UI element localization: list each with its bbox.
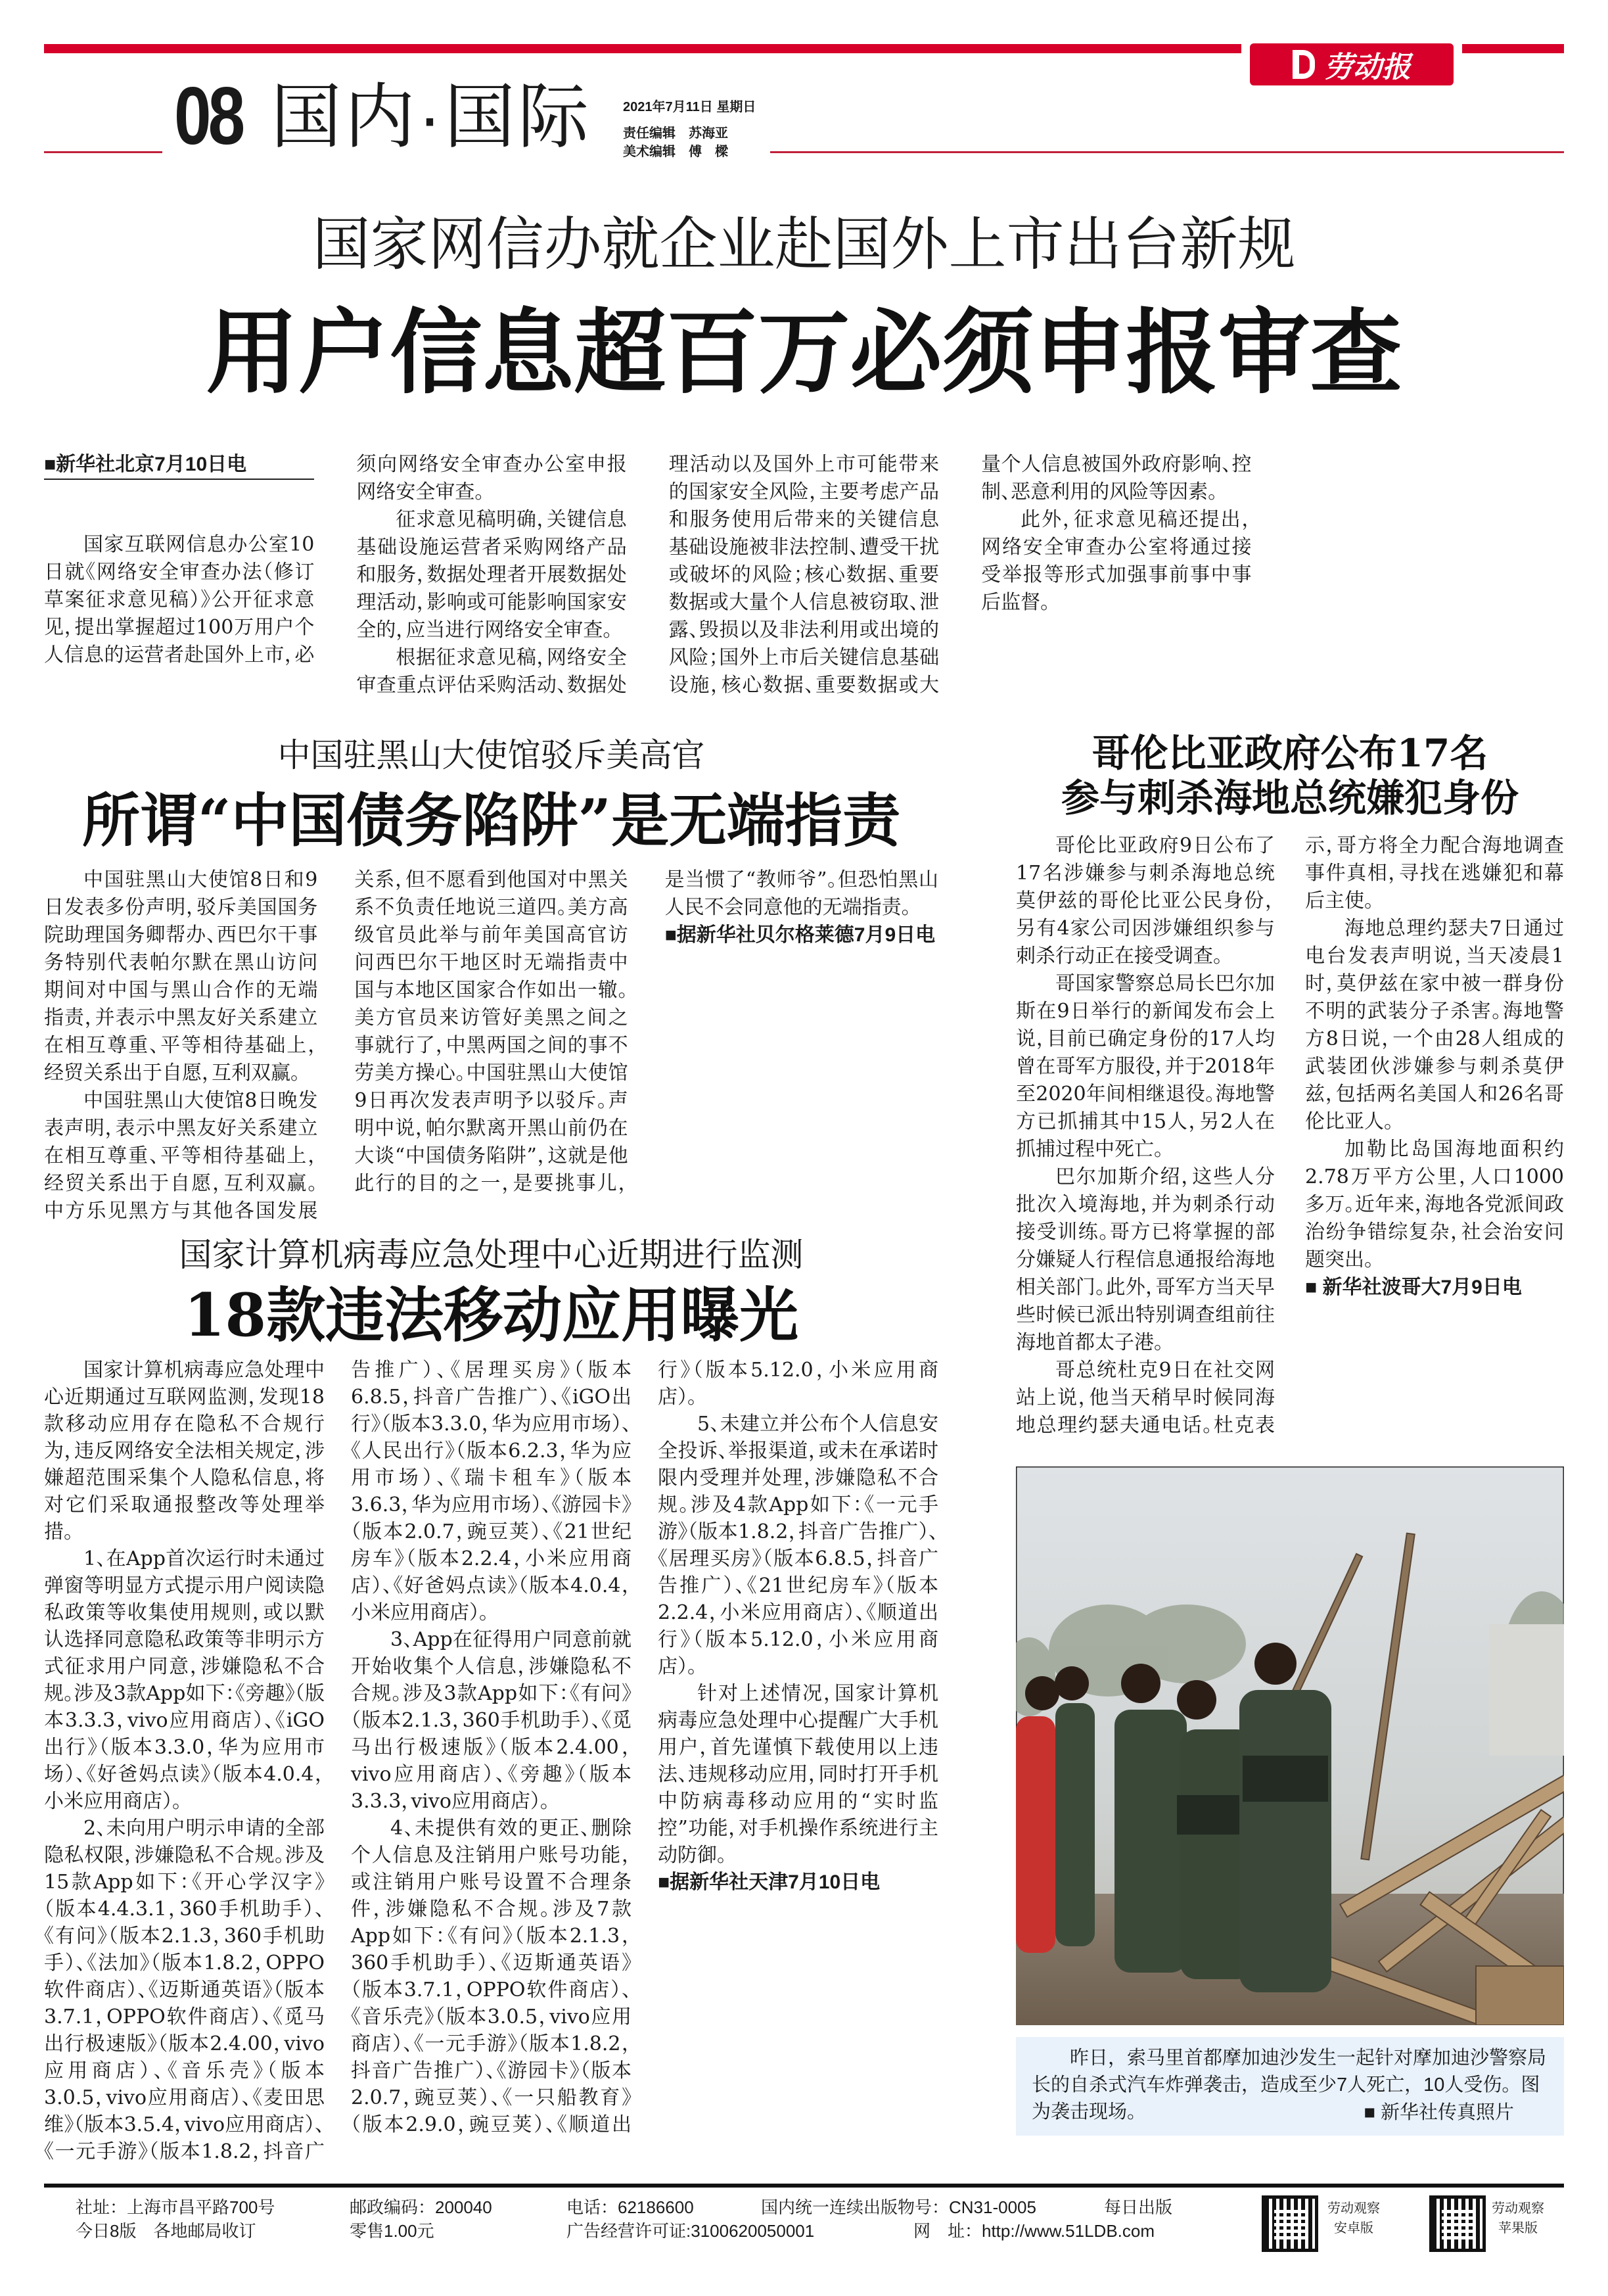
colombia-body xyxy=(1016,832,1564,1454)
paragraph: 5、未建立并公布个人信息安全投诉、举报渠道，或未在承诺时限内受理并处理，涉嫌隐私不合规。涉及4款App如下：《一元手游》（版本1.8.2，抖音广告推广）、《居理买房》（版本6.8.5，抖音广告推广）、《21世纪房车》（版本2.2.4，小米应用商店）、《顺道出行》（版本5.12.0，小米应用商店）。 xyxy=(658,1413,938,1678)
footer-rule xyxy=(44,2184,1564,2188)
news-photo xyxy=(1016,1466,1564,2025)
qr-ios-label2: 苹果版 xyxy=(1498,2221,1538,2236)
paragraph: 哥总统杜克9日在社交网站上说，他当天稍早时候同海地总理约瑟夫通电话。杜克表示，哥方将全力配合海地调查事件真相，寻找在逃嫌犯和幕后主使。 xyxy=(1016,834,1564,1437)
photo-caption xyxy=(1016,2037,1564,2136)
qr-code-ios[interactable] xyxy=(1429,2195,1486,2252)
footer-address: 社址：上海市昌平路700号 xyxy=(76,2197,275,2217)
colombia-headline-line1: 哥伦比亚政府公布17名 xyxy=(1091,731,1488,776)
lead-byline: ■新华社北京7月10日电 xyxy=(44,451,314,480)
issue-date: 2021年7月11日 星期日 xyxy=(623,100,756,114)
lead-headline: 用户信息超百万必须申报审查 xyxy=(206,299,1402,407)
apps-headline: 18款违法移动应用曝光 xyxy=(183,1280,799,1350)
photo-credit: ■ 新华社传真照片 xyxy=(1364,2102,1514,2123)
top-red-bar xyxy=(44,44,1241,53)
paragraph: 此外，征求意见稿还提出，网络安全审查办公室将通过接受举报等形式加强事前事中事后监督。 xyxy=(981,508,1252,614)
paragraph: 国家互联网信息办公室10日就《网络安全审查办法（修订草案征求意见稿）》公开征求意见，提出掌握超过100万用户个人信息的运营者赴国外上市，必须向网络安全审查办公室申报网络安全审查。 xyxy=(44,453,627,667)
apps-dateline: ■据新华社天津7月10日电 xyxy=(658,1871,881,1893)
colombia-headline-line2: 参与刺杀海地总统嫌犯身份 xyxy=(1061,776,1519,820)
apps-subhead: 国家计算机病毒应急处理中心近期进行监测 xyxy=(179,1236,804,1274)
footer-editions: 今日8版 各地邮局收订 xyxy=(76,2221,256,2241)
paragraph: 国家计算机病毒应急处理中心近期通过互联网监测，发现18款移动应用存在隐私不合规行为，违反网络安全法相关规定，涉嫌超范围采集个人隐私信息，将对它们采取通报整改等处理举措。 xyxy=(44,1359,325,1543)
paragraph: 根据征求意见稿，网络安全审查重点评估采购活动、数据处理活动以及国外上市可能带来的国家安全风险，主要考虑产品和服务使用后带来的关键信息基础设施被非法控制、遭受干扰或破坏的风险；核心数据、重要数据或大量个人信息被窃取、泄露、毁损以及非法利用或出境的风险；国外上市后关键信息基础设施，核心数据、重要数据或大量个人信息被国外政府影响、控制、恶意利用的风险等因素。 xyxy=(356,453,1252,697)
paragraph: 加勒比岛国海地面积约2.78万平方公里，人口1000多万。近年来，海地各党派间政治纷争错综复杂，社会治安问题突出。 xyxy=(1305,1138,1564,1271)
paragraph: 4、未提供有效的更正、删除个人信息及注销用户账号功能，或注销用户账号设置不合理条件，涉嫌隐私不合规。涉及7款App如下：《有问》（版本2.1.3，360手机助手）、《迈斯通英语》（版本3.7.1，OPPO软件商店）、《音乐壳》（版本3.0.5，vivo应用商店）、《一元手游》（版本1.8.2，抖音广告推广）、《游园卡》（版本2.0.7，豌豆荚）、《一只船教育》（版本2.9.0，豌豆荚）、《顺道出行》（版本5.12.0，小米应用商店）。 xyxy=(351,1359,938,2136)
paragraph: 2、未向用户明示申请的全部隐私权限，涉嫌隐私不合规。涉及15款App如下：《开心学汉字》（版本4.4.3.1，360手机助手）、《有问》（版本2.1.3，360手机助手）、《法加》（版本1.8.2，OPPO软件商店）、《迈斯通英语》（版本3.7.1，OPPO软件商店）、《觅马出行极速版》（版本2.4.00，vivo应用商店）、《音乐壳》（版本3.0.5，vivo应用商店）、《麦田思维》（版本3.5.4，vivo应用商店）、《一元手游》（版本1.8.2，抖音广告推广）、《居理买房》（版本6.8.5，抖音广告推广）、《iGO出行》（版本3.3.0，华为应用市场）、《人民出行》（版本6.2.3，华为应用市场）、《瑞卡租车》（版本3.6.3，华为应用市场）、《游园卡》（版本2.0.7，豌豆荚）、《21世纪房车》（版本2.2.4，小米应用商店）、《好爸妈点读》（版本4.0.4，小米应用商店）。 xyxy=(44,1359,632,2163)
logo-text: 劳动报 xyxy=(1324,51,1411,84)
footer-issn: 国内统一连续出版物号：CN31-0005 xyxy=(761,2197,1036,2217)
paragraph: 巴尔加斯介绍，这些人分批次入境海地，并为刺杀行动接受训练。哥方已将掌握的部分嫌疑人行程信息通报给海地相关部门。此外，哥军方当天早些时候已派出特别调查组前往海地首都太子港。 xyxy=(1016,1165,1275,1354)
paragraph: 哥国家警察总局长巴尔加斯在9日举行的新闻发布会上说，目前已确定身份的17人均曾在哥军方服役，并于2018年至2020年间相继退役。海地警方已抓捕其中15人，另2人在抓捕过程中死亡。 xyxy=(1016,972,1275,1161)
montenegro-headline: 所谓“中国债务陷阱”是无端指责 xyxy=(81,786,901,855)
logo-mark-icon xyxy=(1293,50,1315,79)
header-rule-right xyxy=(770,151,1564,153)
photo-building xyxy=(1489,1624,1564,1756)
section-title: 国内·国际 xyxy=(271,77,591,156)
caption-text: 昨日，索马里首都摩加迪沙发生一起针对摩加迪沙警察局长的自杀式汽车炸弹袭击，造成至少7人死亡，10人受伤。图为袭击现场。 xyxy=(1032,2048,1547,2122)
footer-postcode: 邮政编码：200040 xyxy=(350,2197,492,2217)
paragraph: 征求意见稿明确，关键信息基础设施运营者采购网络产品和服务，数据处理者开展数据处理活动，影响或可能影响国家安全的，应当进行网络安全审查。 xyxy=(356,508,627,642)
colombia-dateline: ■ 新华社波哥大7月9日电 xyxy=(1305,1277,1522,1298)
paragraph: 海地总理约瑟夫7日通过电台发表声明说，当天凌晨1时，莫伊兹在家中被一群身份不明的武装分子杀害。海地警方8日说，一个由28人组成的武装团伙涉嫌参与刺杀莫伊兹，包括两名美国人和26名哥伦比亚人。 xyxy=(1305,917,1564,1133)
footer-website[interactable]: 网 址：http://www.51LDB.com xyxy=(913,2221,1155,2241)
footer-frequency: 每日出版 xyxy=(1104,2197,1173,2217)
paragraph: 哥伦比亚政府9日公布了17名涉嫌参与刺杀海地总统莫伊兹的哥伦比亚公民身份，另有4家公司因涉嫌组织参与刺杀行动正在接受调查。 xyxy=(1016,834,1275,968)
art-editor: 美术编辑 傅 樑 xyxy=(623,145,728,159)
lead-body xyxy=(44,451,1564,701)
montenegro-subhead: 中国驻黑山大使馆驳斥美高官 xyxy=(277,736,705,774)
page-number: 08 xyxy=(174,71,242,162)
montenegro-body xyxy=(44,866,938,1225)
footer-phone: 电话：62186600 xyxy=(566,2197,694,2217)
paragraph: 中国驻黑山大使馆8日和9日发表多份声明，驳斥美国国务院助理国务卿帮办、西巴尔干事务特别代表帕尔默在黑山访问期间对中国与黑山合作的无端指责，并表示中黑友好关系建立在相互尊重、平等相待基础上，经贸关系出于自愿，互利双赢。 xyxy=(44,868,318,1085)
header-rule-left xyxy=(44,151,162,153)
qr-android-label1: 劳动观察 xyxy=(1327,2201,1380,2216)
footer-price: 零售1.00元 xyxy=(350,2221,434,2241)
responsible-editor: 责任编辑 苏海亚 xyxy=(623,126,728,141)
qr-code-android[interactable] xyxy=(1262,2195,1318,2252)
paragraph: 中国驻黑山大使馆8日晚发表声明，表示中黑友好关系建立在相互尊重、平等相待基础上，经贸关系出于自愿，互利双赢。中方乐见黑方与其他各国发展关系，但不愿看到他国对中黑关系不负责任地说三道四。美方高级官员此举与前年美国高官访问西巴尔干地区时无端指责中国与本地区国家合作如出一辙。美方官员来访管好美黑之间之事就行了，中黑两国之间的事不劳美方操心。中国驻黑山大使馆9日再次发表声明予以驳斥。声明中说，帕尔默离开黑山前仍在大谈“中国债务陷阱”，这就是他此行的目的之一，是要挑事儿，是当惯了“教师爷”。但恐怕黑山人民不会同意他的无端指责。 xyxy=(44,868,938,1223)
qr-ios-label1: 劳动观察 xyxy=(1492,2201,1544,2216)
paragraph: 1、在App首次运行时未通过弹窗等明显方式提示用户阅读隐私政策等收集使用规则，或以默认选择同意隐私政策等非明示方式征求用户同意，涉嫌隐私不合规。涉及3款App如下：《旁趣》（版本3.3.3，vivo应用商店）、《iGO出行》（版本3.3.0，华为应用市场）、《好爸妈点读》（版本4.0.4，小米应用商店）。 xyxy=(44,1547,325,1813)
paragraph: 3、App在征得用户同意前就开始收集个人信息，涉嫌隐私不合规。涉及3款App如下：《有问》（版本2.1.3，360手机助手）、《觅马出行极速版》（版本2.4.00，vivo应用商店）、《旁趣》（版本3.3.3，vivo应用商店）。 xyxy=(351,1628,632,1813)
top-red-bar-right xyxy=(1462,44,1564,53)
lead-subhead: 国家网信办就企业赴国外上市出台新规 xyxy=(312,210,1296,278)
paragraph: 针对上述情况，国家计算机病毒应急处理中心提醒广大手机用户，首先谨慎下载使用以上违法、违规移动应用，同时打开手机中防病毒移动应用的“实时监控”功能，对手机操作系统进行主动防御。 xyxy=(658,1682,938,1867)
footer-ad-license: 广告经营许可证:3100620050001 xyxy=(566,2221,815,2241)
montenegro-dateline: ■据新华社贝尔格莱德7月9日电 xyxy=(664,924,936,946)
apps-body xyxy=(44,1357,938,2177)
newspaper-logo xyxy=(1250,43,1454,85)
qr-android-label2: 安卓版 xyxy=(1334,2221,1373,2236)
